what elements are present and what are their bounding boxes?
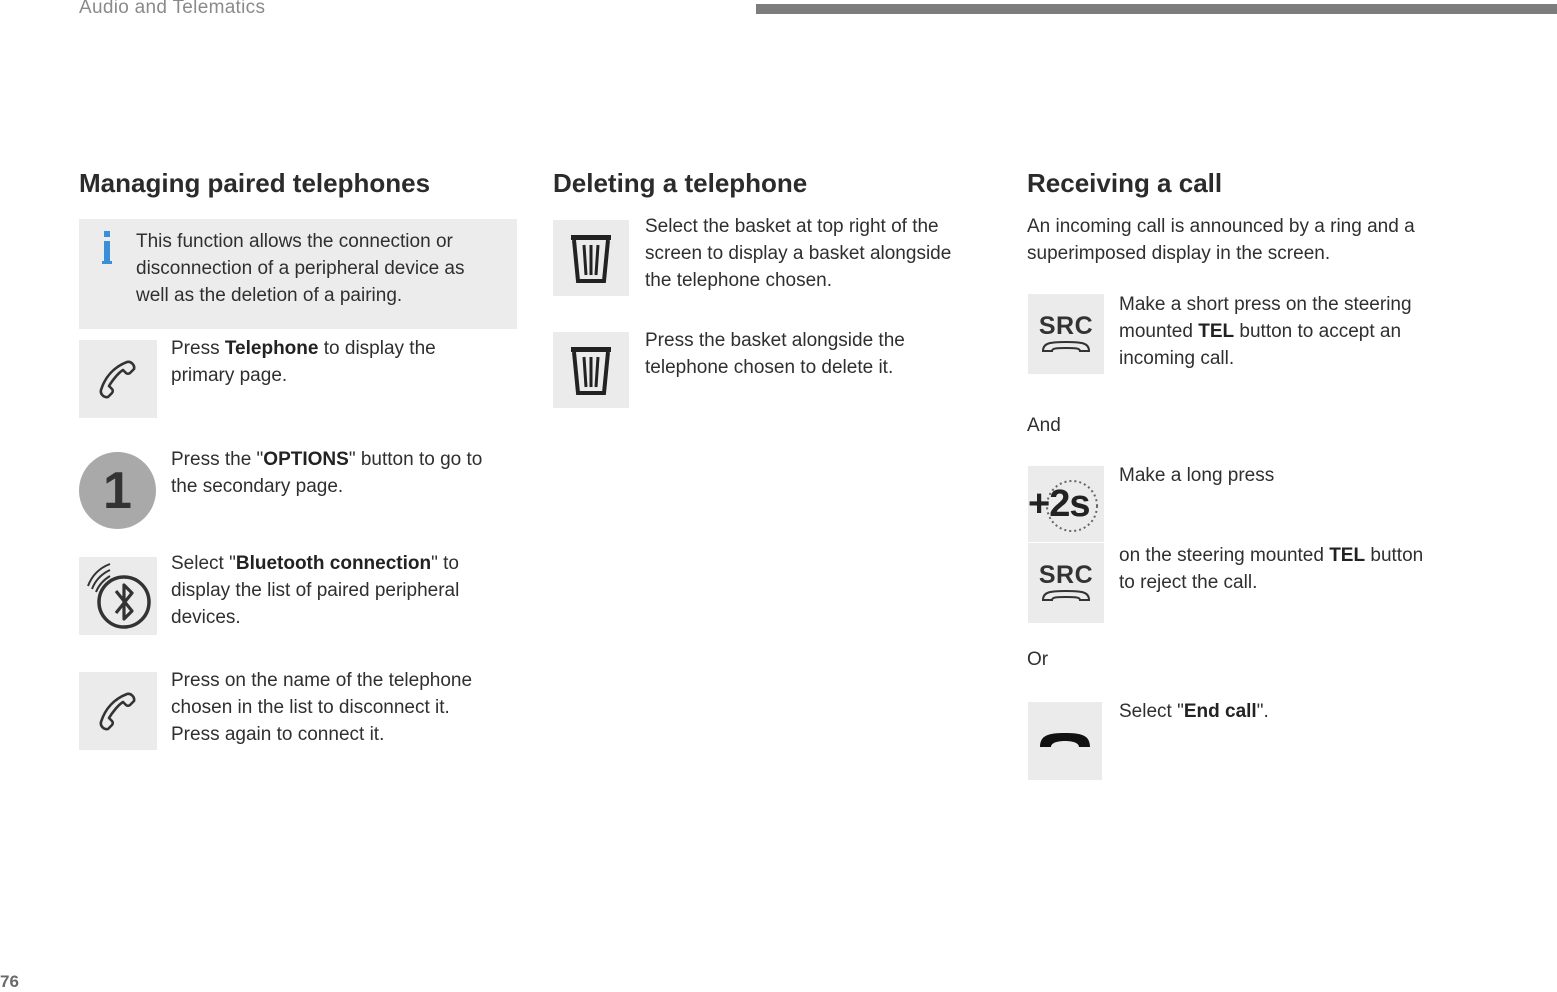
- reject-call-text: on the steering mounted TEL button to reject the call.: [1119, 545, 1424, 593]
- step-options-text: Press the "OPTIONS" button to go to the secondary page.: [171, 449, 483, 497]
- and-text: And: [1027, 415, 1061, 436]
- delete-step2-text: Press the basket alongside the telephone chosen to delete it.: [645, 330, 905, 378]
- section-title-deleting: Deleting a telephone: [553, 168, 808, 198]
- long-press-text: Make a long press: [1119, 465, 1275, 486]
- section-title-receiving: Receiving a call: [1027, 168, 1223, 198]
- receiving-intro-text: An incoming call is announced by a ring and a superimposed display in the screen.: [1027, 216, 1415, 264]
- number-one-icon: 1: [79, 452, 156, 529]
- end-call-text: Select "End call".: [1119, 701, 1269, 722]
- basket-icon: [553, 220, 629, 296]
- header-title: Audio and Telematics: [79, 0, 266, 18]
- step-bluetooth-text: Select "Bluetooth connection" to display the list of paired peripheral devices.: [171, 553, 460, 628]
- end-call-icon: [1028, 702, 1102, 780]
- info-text: This function allows the connection or disconnection of a peripheral device as well as the deletion of a pairing.: [136, 231, 465, 306]
- step-telephone-text: Press Telephone to display the primary page.: [171, 338, 436, 386]
- accept-call-text: Make a short press on the steering mounted TEL button to accept an incoming call.: [1119, 294, 1412, 369]
- telephone-icon: [79, 672, 157, 750]
- src-button-icon: SRC: [1028, 543, 1104, 623]
- telephone-icon: [79, 340, 157, 418]
- or-text: Or: [1027, 649, 1049, 670]
- bluetooth-icon: [79, 557, 157, 635]
- info-icon: [100, 231, 116, 272]
- step-connect-text: Press on the name of the telephone chosen in the list to disconnect it. Press again to connect it.: [171, 670, 473, 745]
- page-number: 76: [0, 972, 19, 991]
- long-press-icon: +2s: [1028, 466, 1104, 542]
- section-title-managing: Managing paired telephones: [79, 168, 431, 198]
- src-button-icon: SRC: [1028, 294, 1104, 374]
- delete-step1-text: Select the basket at top right of the screen to display a basket alongside the telephone chosen.: [645, 216, 952, 291]
- header-bar: [756, 4, 1557, 14]
- basket-icon: [553, 332, 629, 408]
